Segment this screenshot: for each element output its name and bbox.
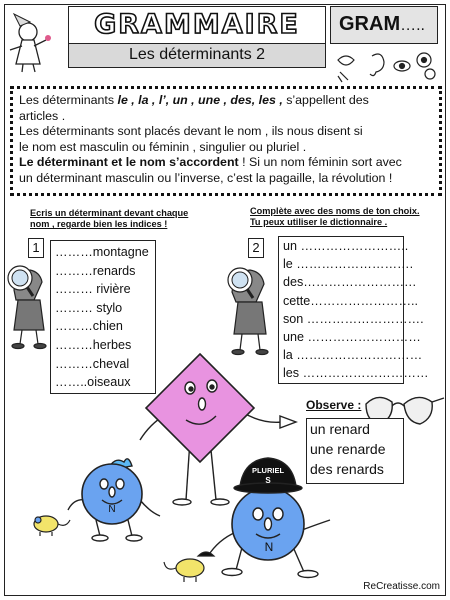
exercise-line: les …………………………: [283, 366, 429, 381]
exercise-line: ………herbes: [55, 337, 132, 352]
exercise-line: ………cheval: [55, 356, 130, 371]
lesson-line-4: le nom est masculin ou féminin , singulier ou pluriel .: [19, 139, 307, 154]
ball-character-left: [68, 459, 160, 541]
exercise-line: ………montagne: [55, 245, 149, 259]
exercise-line: son ……………………….: [283, 311, 424, 326]
mouse-icon-left: [34, 516, 70, 536]
exercise-1-list: [50, 240, 156, 394]
exercise-line: une ………………………: [283, 329, 421, 344]
senses-icons: [338, 53, 435, 82]
exercise-line: ………renards: [55, 263, 136, 278]
exercise-1-number: 1: [28, 238, 44, 258]
exercise-2-list: [278, 236, 429, 384]
page-title: GRAMMAIRE: [94, 9, 300, 40]
ball-letter-left: N: [108, 504, 116, 515]
exercise-2-number: 2: [248, 238, 264, 258]
lesson-line-6: un déterminant masculin ou l’inverse, c’est la pagaille, la révolution !: [19, 170, 393, 185]
lesson-line-3: Les déterminants sont placés devant le nom , ils nous disent si: [19, 124, 363, 138]
exercise-line: ……… stylo: [55, 300, 123, 315]
observe-line: des renards: [310, 461, 384, 477]
mascot-icon: [10, 14, 51, 72]
observe-line: un renard: [310, 421, 370, 437]
lesson-line-1: Les déterminants le , la , l’, un , une , des, les , s’appellent des: [19, 93, 369, 107]
mouse-icon-right: [164, 552, 214, 582]
exercise-line: ……… rivière: [55, 282, 131, 297]
credit-text: ReCreatisse.com: [363, 581, 440, 592]
ball-letter-right: N: [264, 540, 274, 554]
observe-line: une renarde: [310, 441, 386, 457]
detective-right-icon: [228, 268, 268, 355]
lesson-line-5: Le déterminant et le nom s’accordent ! Si un nom féminin sort avec: [19, 155, 402, 169]
exercise-line: un ……………………..: [283, 239, 409, 253]
observe-box: [306, 418, 404, 484]
subject-tag-dots: …..: [400, 17, 425, 34]
exercise-line: ………chien: [55, 319, 123, 334]
hat-letter: S: [265, 476, 271, 485]
observe-label: Observe :: [306, 398, 362, 412]
detective-left-icon: [8, 266, 46, 349]
hat-label: PLURIEL: [251, 466, 285, 475]
exercise-line: des………………………: [283, 275, 417, 290]
lesson-line-2: articles .: [19, 108, 66, 123]
subject-tag-label: GRAM: [339, 13, 401, 35]
exercise-line: ……..oiseaux: [55, 375, 131, 390]
exercise-line: le ……………………….: [283, 257, 414, 272]
exercise-1-instruction: Ecris un déterminant devant chaque nom , regarde bien les indices !: [30, 208, 189, 229]
exercise-line: la …………………………: [283, 348, 423, 363]
exercise-2-instruction: Complète avec des noms de ton choix. Tu peux utiliser le dictionnaire .: [250, 206, 420, 227]
page-subtitle: Les déterminants 2: [69, 43, 325, 67]
exercise-line: cette……………………..: [283, 293, 419, 308]
